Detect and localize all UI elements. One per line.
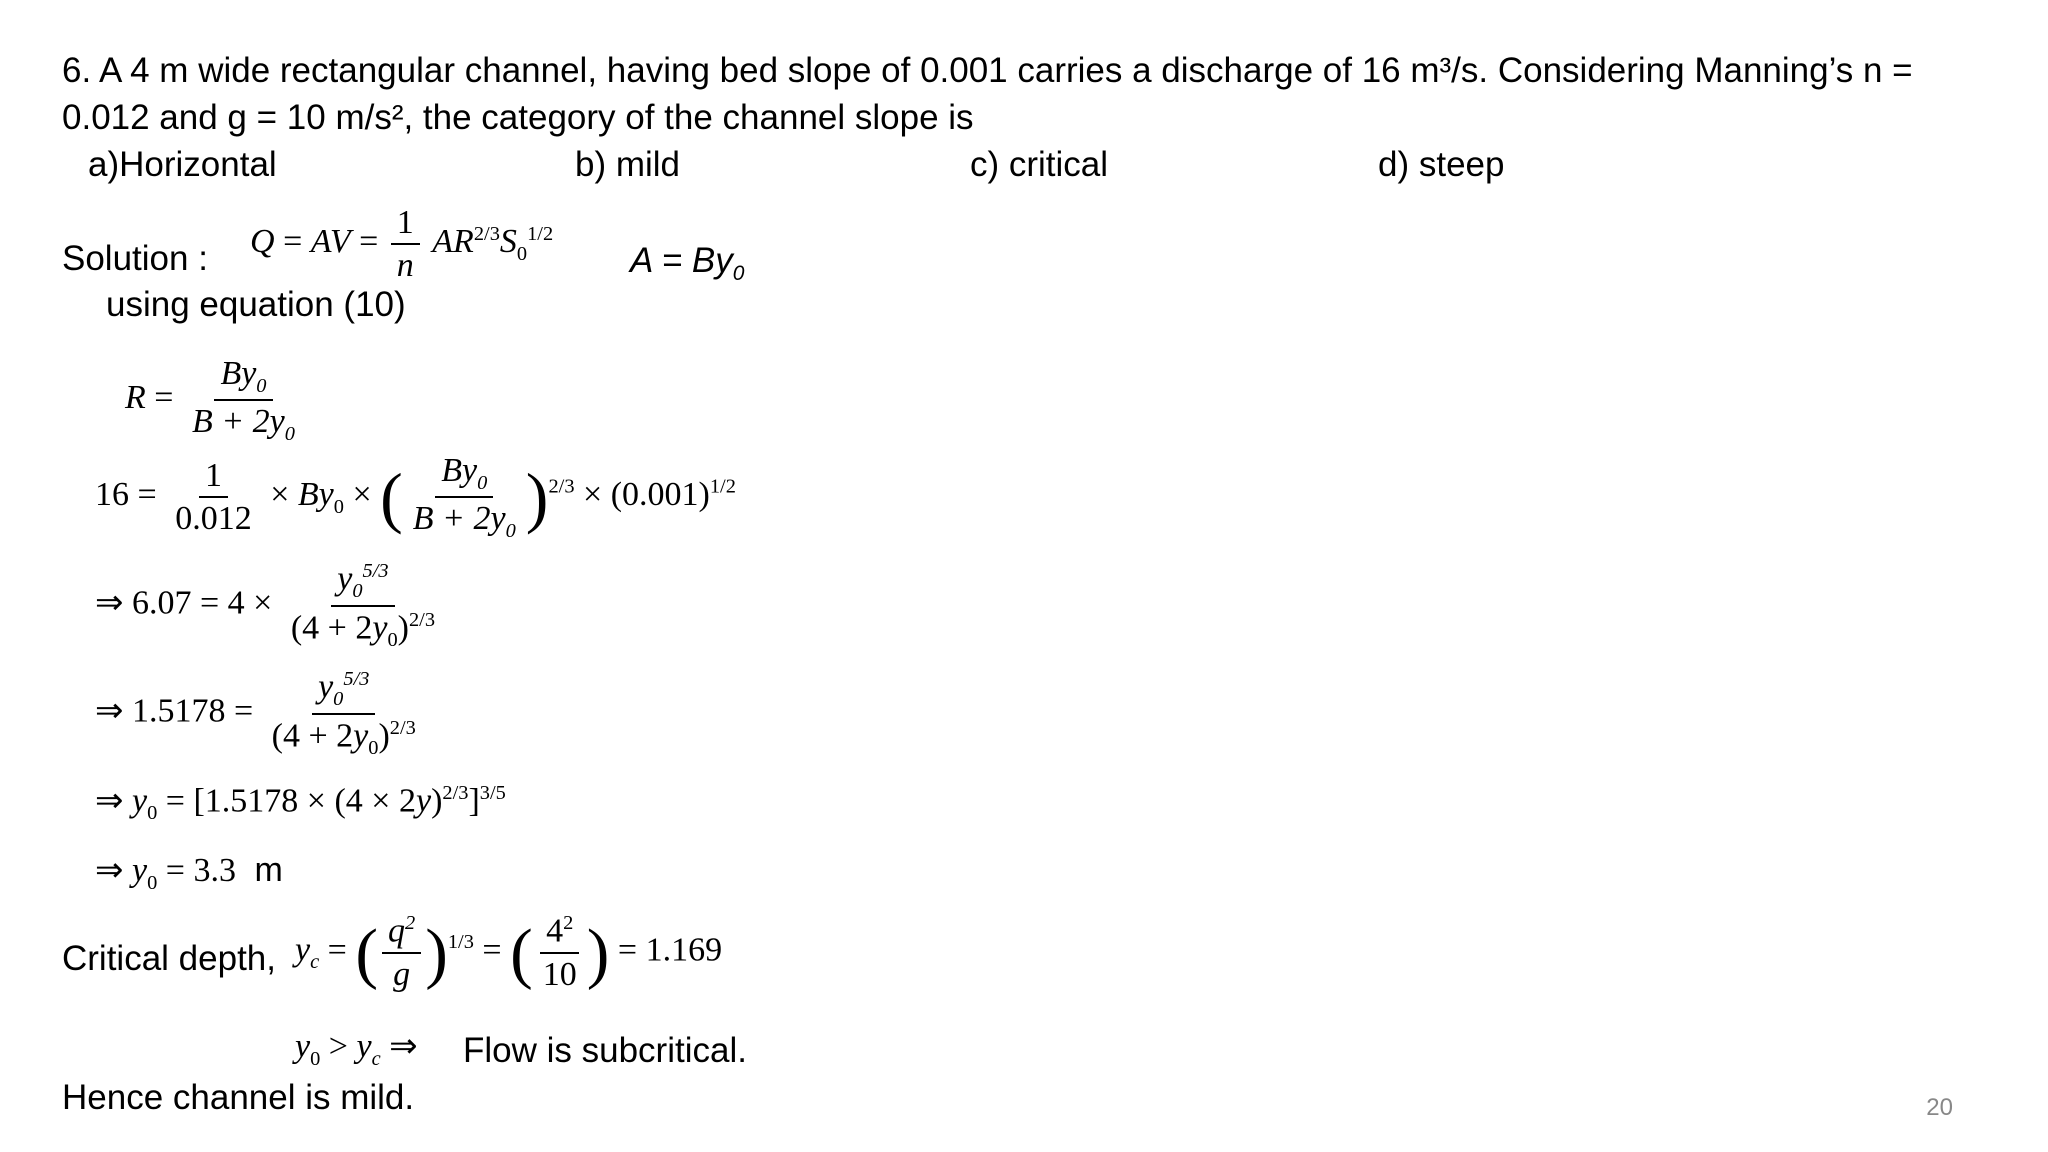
manning-equation: Q = AV = $\frac{1}{n}$ $AR^{2/3}S_0^{1/2}$	[250, 204, 554, 285]
using-equation-note: using equation (10)	[106, 285, 406, 324]
step-1-5178-eq: ⇒ 1.5178 = $\frac{y_0^{5/3}}{(4 + 2y_0)^{2/3}}$	[95, 668, 416, 759]
critical-depth-eq: $y_c$ = ( $\frac{q^2}{g}$ )$^{1/3}$ = ( $\frac{4^2}{10}$ ) = 1.169	[295, 912, 723, 993]
step-y0-value: ⇒ $y_0 = 3.3$ m	[95, 851, 283, 894]
substitution-eq: 16 = $\frac{1}{0.012}$ × $By_0$ × ( $\frac{By_0}{B + 2y_0}$ )$^{2/3} \times (0.001)^{1/2}$	[95, 452, 736, 543]
conclusion-text: Hence channel is mild.	[62, 1078, 415, 1117]
question-line-1: 6. A 4 m wide rectangular channel, having bed slope of 0.001 carries a discharge of 16 m³/s. Considering Manning’s n =	[62, 51, 1913, 90]
area-equation: $A = By_0$	[630, 241, 745, 285]
comparison-eq: $y_0 > y_c$ ⇒	[295, 1028, 418, 1070]
hydraulic-radius-eq: R = $\frac{By_0}{B + 2y_0}$	[125, 355, 295, 446]
flow-regime-text: Flow is subcritical.	[463, 1031, 747, 1070]
option-b: b) mild	[575, 145, 681, 184]
option-c: c) critical	[970, 145, 1109, 184]
solution-label: Solution :	[62, 239, 208, 278]
critical-depth-label: Critical depth,	[62, 939, 276, 978]
option-d: d) steep	[1378, 145, 1505, 184]
question-line-2: 0.012 and g = 10 m/s², the category of the channel slope is	[62, 98, 974, 137]
step-y0-expression: ⇒ $y_0 = [1.5178 \times (4 \times 2y)^{2/3}]^{3/5}$	[95, 782, 506, 825]
step-6-07-eq: ⇒ 6.07 = 4 × $\frac{y_0^{5/3}}{(4 + 2y_0)^{2/3}}$	[95, 560, 436, 651]
page-number: 20	[1926, 1094, 1953, 1121]
option-a: a)Horizontal	[88, 145, 277, 184]
